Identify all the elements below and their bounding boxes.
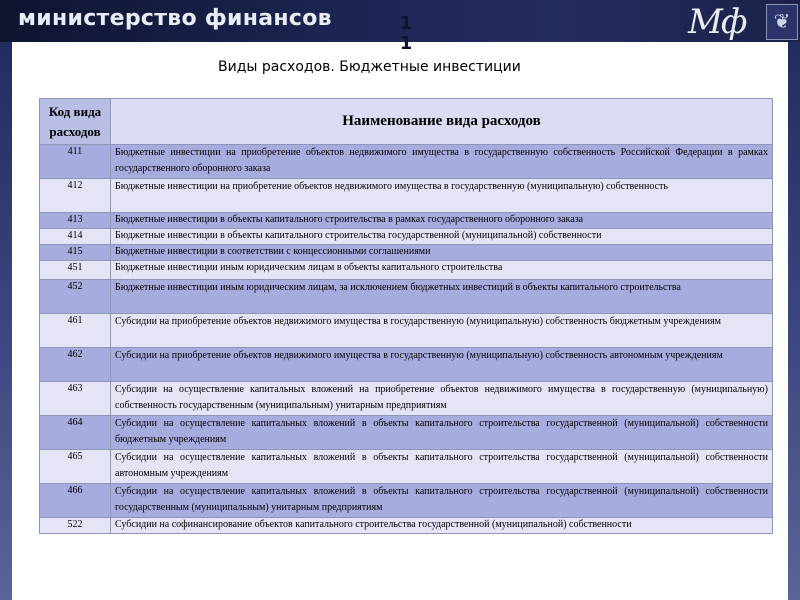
table-row: [40, 213, 773, 229]
row-name: Бюджетные инвестиции на приобретение объектов недвижимого имущества в государственную (муниципальную) собственность: [111, 179, 773, 213]
row-name: Субсидии на осуществление капитальных вложений на приобретение объектов недвижимого имущества в государственную (муниципальную) собственность государственным (муниципальным) унитарным предприятиям: [111, 382, 773, 416]
row-name: Бюджетные инвестиции в соответствии с концессионными соглашениями: [111, 245, 773, 261]
table-row: [40, 245, 773, 261]
row-code: 415: [40, 245, 111, 261]
left-decor-band: [0, 42, 12, 600]
table-row: [40, 261, 773, 280]
table-row: [40, 314, 773, 348]
row-name: Субсидии на осуществление капитальных вложений в объекты капитального строительства государственной (муниципальной) собственности автономным учреждениям: [111, 450, 773, 484]
row-name: Субсидии на осуществление капитальных вложений в объекты капитального строительства государственной (муниципальной) собственности государственным (муниципальным) унитарным предприятиям: [111, 484, 773, 518]
row-name: Бюджетные инвестиции в объекты капитального строительства в рамках государственного оборонного заказа: [111, 213, 773, 229]
row-code: 411: [40, 145, 111, 179]
table-row: [40, 416, 773, 450]
row-code: 522: [40, 518, 111, 534]
row-code: 451: [40, 261, 111, 280]
table-row: [40, 348, 773, 382]
row-name: Бюджетные инвестиции иным юридическим лицам в объекты капитального строительства: [111, 261, 773, 280]
row-code: 465: [40, 450, 111, 484]
row-code: 462: [40, 348, 111, 382]
table-row: [40, 229, 773, 245]
row-code: 413: [40, 213, 111, 229]
row-code: 466: [40, 484, 111, 518]
expense-types-table: [39, 98, 773, 534]
column-header-name: Наименование вида расходов: [111, 99, 773, 145]
slide-title: Виды расходов. Бюджетные инвестиции: [218, 59, 521, 75]
row-name: Субсидии на осуществление капитальных вложений в объекты капитального строительства государственной (муниципальной) собственности бюджетным учреждениям: [111, 416, 773, 450]
table-row: [40, 518, 773, 534]
row-name: Субсидии на приобретение объектов недвижимого имущества в государственную (муниципальную) собственность бюджетным учреждениям: [111, 314, 773, 348]
table-row: [40, 179, 773, 213]
table-row: [40, 484, 773, 518]
coat-of-arms-icon: ❦: [766, 4, 798, 40]
column-header-code: Код вида расходов: [40, 99, 111, 145]
row-name: Субсидии на софинансирование объектов капитального строительства государственной (муниципальной) собственности: [111, 518, 773, 534]
row-name: Бюджетные инвестиции в объекты капитального строительства государственной (муниципальной) собственности: [111, 229, 773, 245]
row-name: Бюджетные инвестиции на приобретение объектов недвижимого имущества в государственную собственность Российской Федерации в рамках государственного оборонного заказа: [111, 145, 773, 179]
row-code: 463: [40, 382, 111, 416]
slide-number: 1 1: [399, 13, 413, 54]
row-name: Субсидии на приобретение объектов недвижимого имущества в государственную (муниципальную) собственность автономным учреждениям: [111, 348, 773, 382]
table-row: [40, 145, 773, 179]
row-name: Бюджетные инвестиции иным юридическим лицам, за исключением бюджетных инвестиций в объекты капитального строительства: [111, 280, 773, 314]
row-code: 464: [40, 416, 111, 450]
row-code: 461: [40, 314, 111, 348]
row-code: 452: [40, 280, 111, 314]
ministry-title: министерство финансов: [18, 6, 332, 31]
mf-logo: Мф: [688, 2, 746, 42]
row-code: 414: [40, 229, 111, 245]
table-row: [40, 280, 773, 314]
right-decor-band: [788, 42, 800, 600]
table-row: [40, 450, 773, 484]
table-row: [40, 382, 773, 416]
row-code: 412: [40, 179, 111, 213]
